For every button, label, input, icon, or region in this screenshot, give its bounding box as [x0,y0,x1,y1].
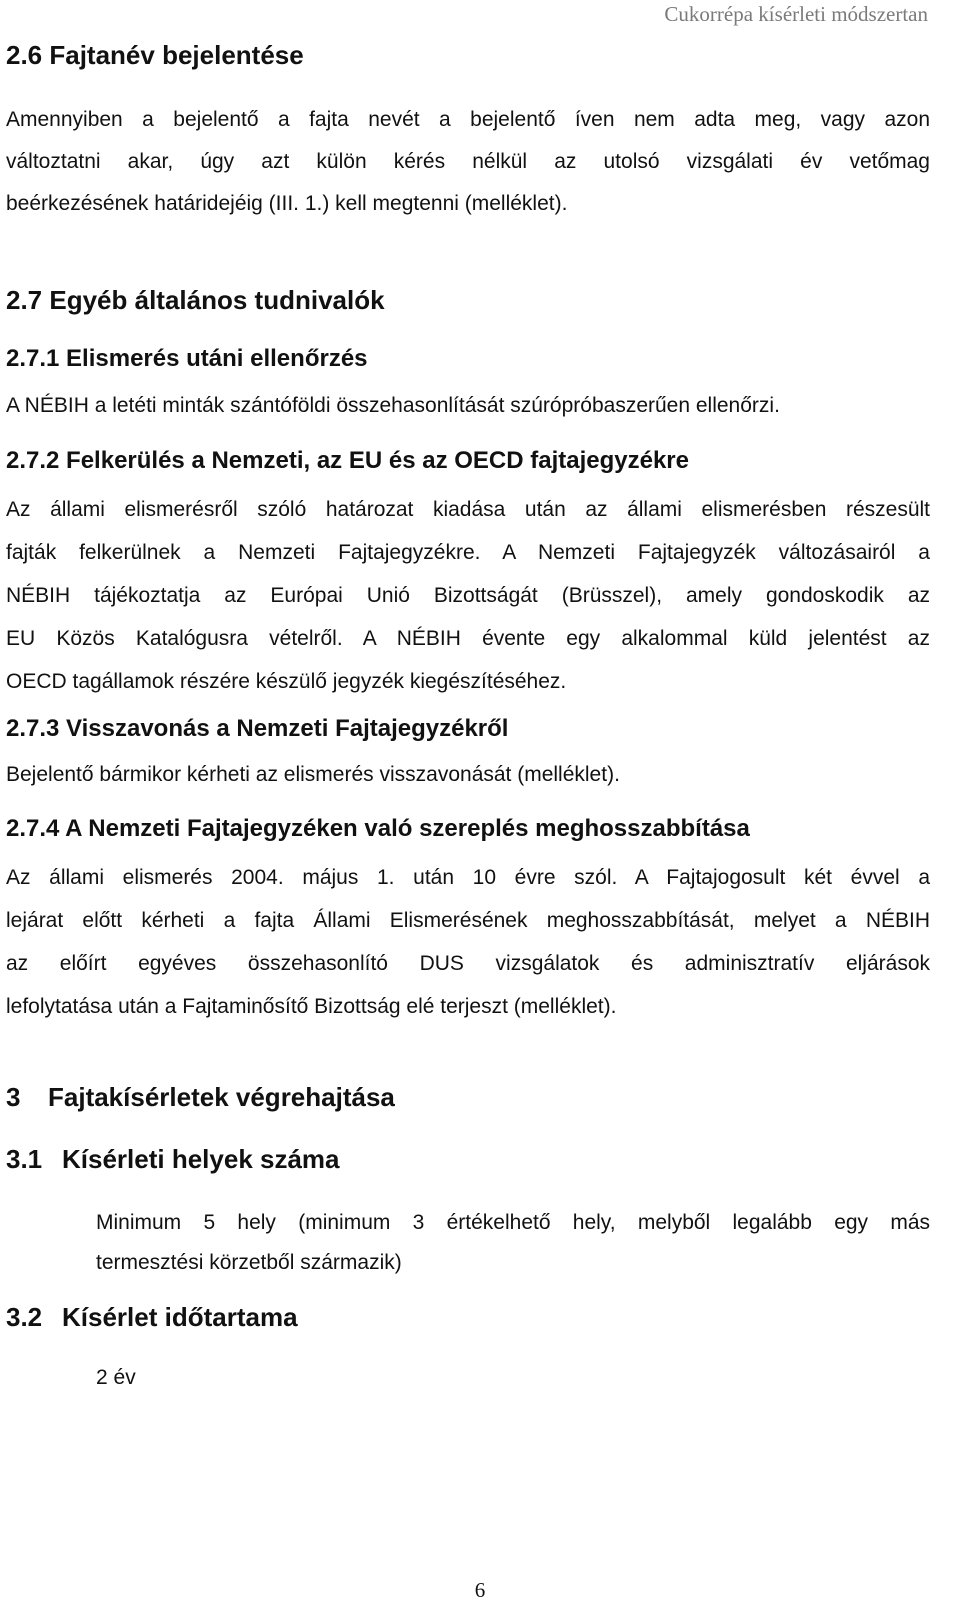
section-number: 3 [6,1082,21,1112]
text-line: beérkezésének határidejéig (III. 1.) kell megtenni (melléklet). [6,192,568,215]
heading-2-7: 2.7 Egyéb általános tudnivalók [6,285,385,315]
paragraph-2-7-2 [6,488,930,703]
text-line: Bejelentő bármikor kérheti az elismerés visszavonását (melléklet). [6,763,620,786]
paragraph-3-2 [96,1364,930,1392]
text-line: OECD tagállamok részére készülő jegyzék kiegészítéséhez. [6,670,567,693]
section-title: Kísérleti helyek száma [62,1144,340,1174]
heading-2-6: 2.6 Fajtanév bejelentése [6,40,304,70]
paragraph-3-1 [96,1203,930,1283]
heading-3-1 [6,1144,930,1175]
running-header: Cukorrépa kísérleti módszertan [664,2,928,26]
text-line: termesztési körzetből származik) [96,1251,402,1274]
text-line: Az állami elismerésről szóló határozat kiadása után az állami elismerésben részesült [6,498,930,521]
heading-2-7-1: 2.7.1 Elismerés utáni ellenőrzés [6,345,368,372]
paragraph-2-7-3 [6,761,930,789]
text-line: Minimum 5 hely (minimum 3 értékelhető hely, melyből legalább egy más [96,1211,930,1234]
section-title: Fajtakísérletek végrehajtása [48,1082,395,1112]
paragraph-2-6 [6,99,930,225]
heading-2-7-4: 2.7.4 A Nemzeti Fajtajegyzéken való szereplés meghosszabbítása [6,815,750,842]
heading-3-2 [6,1302,930,1333]
text-line: fajták felkerülnek a Nemzeti Fajtajegyzékre. A Nemzeti Fajtajegyzék változásairól a [6,541,930,564]
page-number: 6 [474,1578,486,1602]
text-line: NÉBIH tájékoztatja az Európai Unió Bizottságát (Brüsszel), amely gondoskodik az [6,584,930,607]
text-line: 2 év [96,1366,136,1389]
section-title: Kísérlet időtartama [62,1302,298,1332]
text-line: az előírt egyéves összehasonlító DUS vizsgálatok és adminisztratív eljárások [6,952,930,975]
section-number: 3.2 [6,1302,43,1332]
section-number: 3.1 [6,1144,43,1174]
heading-2-7-2: 2.7.2 Felkerülés a Nemzeti, az EU és az OECD fajtajegyzékre [6,447,689,474]
heading-2-7-3: 2.7.3 Visszavonás a Nemzeti Fajtajegyzékről [6,715,509,742]
paragraph-2-7-1 [6,392,930,420]
heading-3 [6,1082,930,1113]
text-line: Amennyiben a bejelentő a fajta nevét a bejelentő íven nem adta meg, vagy azon [6,108,930,131]
text-line: Az állami elismerés 2004. május 1. után 10 évre szól. A Fajtajogosult két évvel a [6,866,930,889]
text-line: A NÉBIH a letéti minták szántóföldi összehasonlítását szúrópróbaszerűen ellenőrzi. [6,394,780,417]
text-line: EU Közös Katalógusra vételről. A NÉBIH évente egy alkalommal küld jelentést az [6,627,930,650]
text-line: lejárat előtt kérheti a fajta Állami Elismerésének meghosszabbítását, melyet a NÉBIH [6,909,930,932]
text-line: változtatni akar, úgy azt külön kérés nélkül az utolsó vizsgálati év vetőmag [6,150,930,173]
paragraph-2-7-4 [6,856,930,1028]
text-line: lefolytatása után a Fajtaminősítő Bizottság elé terjeszt (melléklet). [6,995,617,1018]
